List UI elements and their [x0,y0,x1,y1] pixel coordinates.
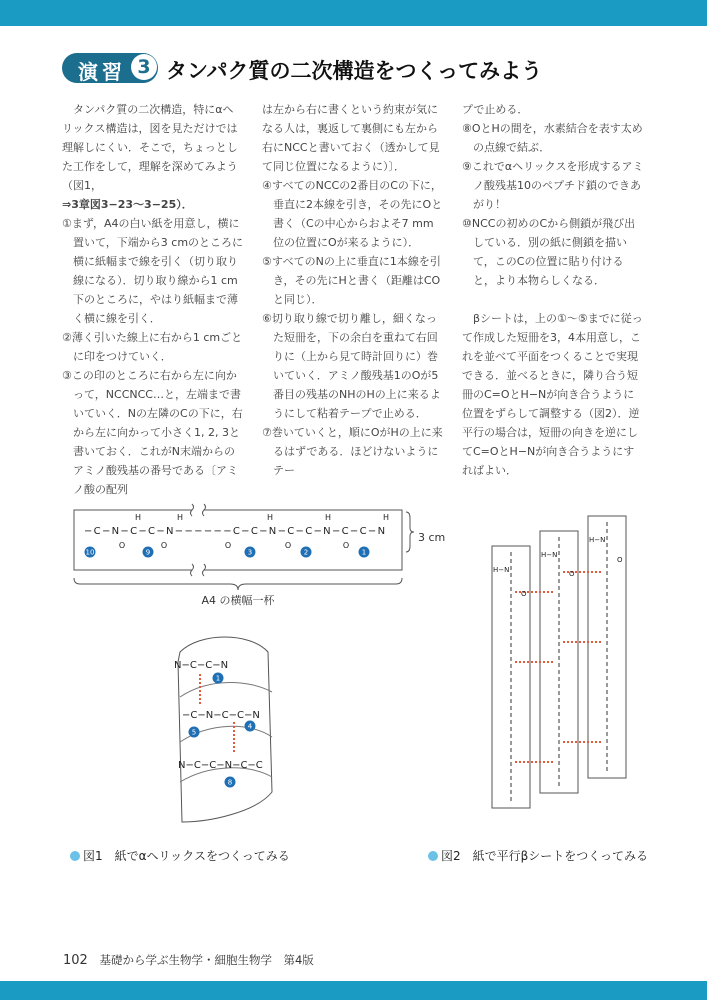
step-item: ⑤すべてのNの上に垂直に1本線を引き，その先にHと書く（距離はCOと同じ）． [262,255,441,306]
residue-number: 3 [247,548,253,557]
svg-text:H: H [134,513,142,522]
page-title: タンパク質の二次構造をつくってみよう [166,59,543,83]
residue-number: 9 [145,548,151,557]
svg-text:O: O [342,541,350,550]
page-footer [63,952,314,968]
paragraph: タンパク質の二次構造，特にαヘリックス構造は，図を見ただけでは理解しにくい．そこで，ちょっとした工作をして，理解を深めてみよう（図1， [62,103,238,192]
figure2-caption [428,847,648,864]
residue-number: 10 [85,548,95,557]
svg-text:N−C−C−N−C−C: N−C−C−N−C−C [178,760,263,771]
svg-text:O: O [160,541,168,550]
paragraph: βシートは，上の①〜⑤までに従って作成した短冊を3，4本用意し，これを並べて平面をつくることで実現できる．並べるときに，隣り合う短冊のC=OとH−Nが向き合うように位置をずらして調整する（図2）．逆平行の場合は，短冊の向きを逆にしてC=OとH−Nが向き合うようにすればよい． [462,312,643,477]
helix-residue-number: 1 [215,674,221,683]
svg-text:−C−N−C−C−N: −C−N−C−C−N [182,710,260,721]
strip-chain: −C−N−C−C−N−−−−−−C−C−N−C−C−N−C−C−N [84,526,387,537]
paragraph: ⇒3章図3−23〜3−25）． [62,198,193,211]
exercise-label: 演習 [78,60,126,84]
svg-text:O: O [569,570,575,578]
svg-text:O: O [284,541,292,550]
figure1-caption-text: 図1 紙でαヘリックスをつくってみる [83,849,290,863]
paragraph: は左から右に書くという約束が気になる人は，裏返して裏側にも左から右にNCCと書いておく（透かして見て同じ位置になるように）〕． [262,103,440,173]
residue-number: 1 [361,548,367,557]
svg-text:N−C−C−N: N−C−C−N [174,660,229,671]
caption-bullet-icon [428,851,438,861]
text-column-1 [62,100,244,499]
text-column-3 [462,100,644,480]
exercise-number: 3 [131,54,157,80]
svg-text:H−N: H−N [493,566,510,574]
svg-text:O: O [617,556,623,564]
caption-bullet-icon [70,851,80,861]
step-item: ⑨これでαヘリックスを形成するアミノ酸残基10のペプチド鎖のできあがり！ [462,160,644,211]
figure1-caption [70,847,290,864]
bottom-band [0,981,707,1000]
svg-text:H−N: H−N [589,536,606,544]
step-item: ⑦巻いていくと，順にOがHの上に来るはずである．ほどけないようにテー [262,426,443,477]
strip-width-label: A4 の横幅一杯 [201,594,275,607]
residue-number: 2 [303,548,309,557]
svg-text:H−N: H−N [541,551,558,559]
top-band [0,0,707,26]
svg-text:H: H [382,513,390,522]
svg-text:H: H [266,513,274,522]
step-item: ②薄く引いた線上に右から1 cmごとに印をつけていく． [62,331,243,363]
svg-text:H: H [324,513,332,522]
step-item: ⑩NCCの初めのCから側鎖が飛び出している．別の紙に側鎖を描いて，このCの位置に貼り付けると，より本物らしくなる． [462,217,636,287]
svg-text:O: O [521,590,527,598]
strip-height-label: 3 cm [418,531,446,544]
step-item: ①まず，A4の白い紙を用意し，横に置いて，下端から3 cmのところに横に紙幅まで線を引く（切り取り線になる）．切り取り線から1 cm下のところに，やはり紙幅まで薄く横に線を引く． [62,217,244,325]
paper-strip-diagram [60,498,460,608]
svg-text:H: H [176,513,184,522]
helix-residue-number: 5 [191,728,197,737]
svg-text:O: O [224,541,232,550]
beta-sheet-figure [485,512,635,812]
paragraph: プで止める． [462,103,529,116]
step-item: ③この印のところに右から左に向かって，NCCNCC…と，左端まで書いていく．Nの左隣のCの下に，右から左に向かって小さく1, 2, 3と書いておく．これがN末端からのアミノ酸残基の番号である〔アミノ酸の配列 [62,369,243,496]
alpha-helix-figure [160,622,290,832]
step-item: ④すべてのNCCの2番目のCの下に，垂直に2本線を引き，その先にOと書く（Cの中心からおよそ7 mm位の位置にOが来るように）． [262,179,443,249]
helix-residue-number: 4 [247,722,253,731]
step-item: ⑥切り取り線で切り離し，細くなった短冊を，下の余白を重ねて右回りに（上から見て時計回りに）巻いていく．アミノ酸残基1のOが5番目の残基のNHのHの上に来るようにして粘着テープで止める． [262,312,441,420]
page-number: 102 [63,953,88,968]
figure2-caption-text: 図2 紙で平行βシートをつくってみる [441,849,649,863]
svg-text:O: O [118,541,126,550]
text-column-2 [262,100,444,480]
book-title: 基礎から学ぶ生物学・細胞生物学 第4版 [99,953,314,967]
step-item: ⑧OとHの間を，水素結合を表す太めの点線で結ぶ． [462,122,643,154]
helix-residue-number: 8 [227,778,233,787]
